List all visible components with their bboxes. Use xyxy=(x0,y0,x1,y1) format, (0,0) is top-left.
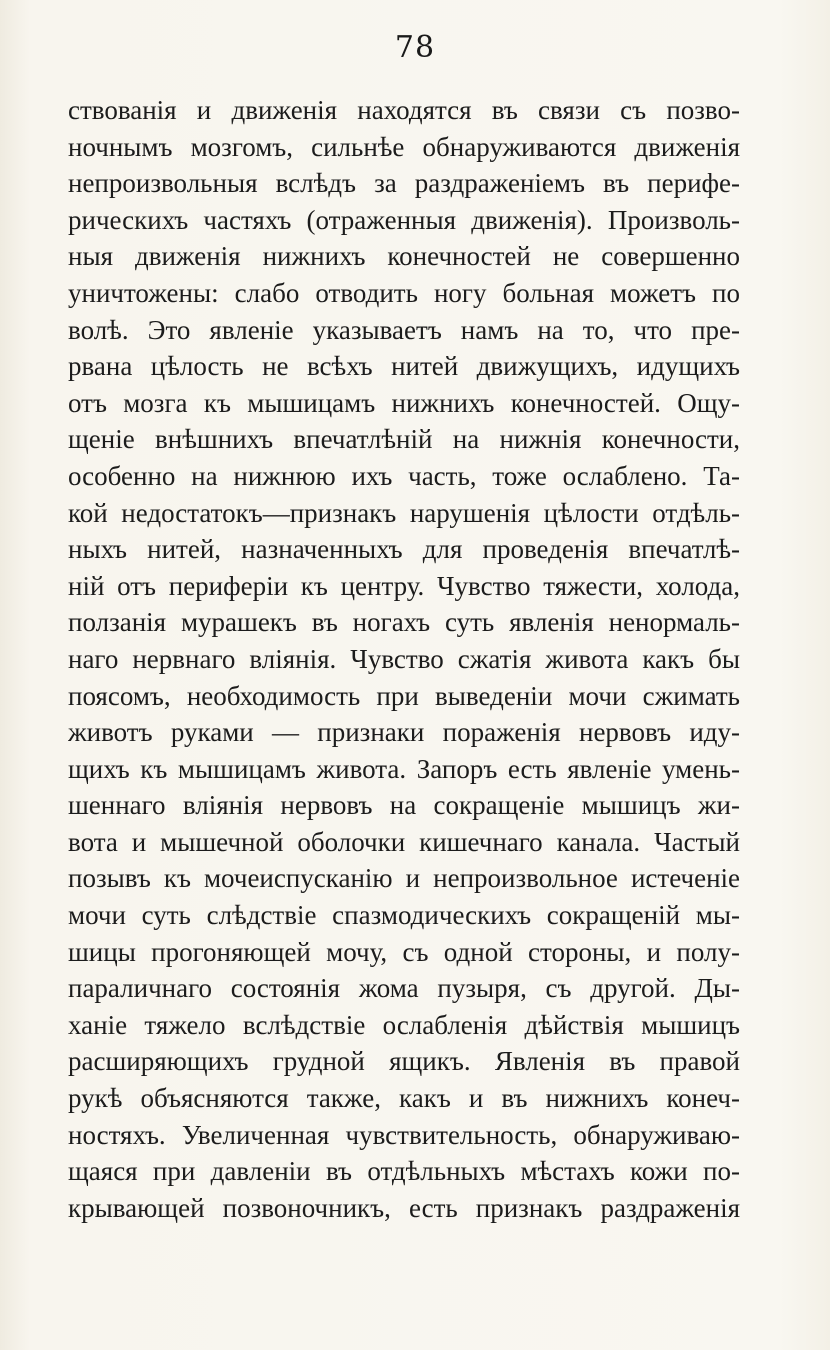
text-line: щаяся при давленіи въ отдѣльныхъ мѣстахъ кожи по- xyxy=(68,1156,740,1187)
text-line: наго нервнаго вліянія. Чувство сжатія живота какъ бы xyxy=(68,643,740,674)
text-line: волѣ. Это явленіе указываетъ намъ на то, что пре- xyxy=(68,314,740,345)
text-line: ныхъ нитей, назначенныхъ для проведенія впечатлѣ- xyxy=(68,534,740,565)
text-line: шеннаго вліянія нервовъ на сокращеніе мышицъ жи- xyxy=(68,790,740,821)
text-line: позывъ къ мочеиспусканію и непроизвольное истеченіе xyxy=(68,863,740,894)
text-line: ночнымъ мозгомъ, сильнѣе обнаруживаются движенія xyxy=(68,131,740,162)
text-line: рвана цѣлость не всѣхъ нитей движущихъ, идущихъ xyxy=(68,351,740,382)
text-line: параличнаго состоянія жома пузыря, съ другой. Ды- xyxy=(68,973,740,1004)
text-line: ствованія и движенія находятся въ связи съ позво- xyxy=(68,95,740,125)
text-line: расширяющихъ грудной ящикъ. Явленія въ правой xyxy=(68,1046,740,1077)
text-line: щихъ къ мышицамъ живота. Запоръ есть явленіе умень- xyxy=(68,753,740,784)
text-line: поясомъ, необходимость при выведеніи мочи сжимать xyxy=(68,680,740,711)
text-line: мочи суть слѣдствіе спазмодическихъ сокращеній мы- xyxy=(68,900,740,931)
text-line: ползанія мурашекъ въ ногахъ суть явленія ненормаль- xyxy=(68,607,740,638)
text-line: рическихъ частяхъ (отраженныя движенія). Произволь- xyxy=(68,204,740,235)
body-text xyxy=(68,92,740,1226)
text-line: особенно на нижнюю ихъ часть, тоже ослаблено. Та- xyxy=(68,460,740,491)
text-line: щеніе внѣшнихъ впечатлѣній на нижнія конечности, xyxy=(68,424,740,455)
text-line: ностяхъ. Увеличенная чувствительность, обнаруживаю- xyxy=(68,1119,740,1150)
text-line: кой недостатокъ—признакъ нарушенія цѣлости отдѣль- xyxy=(68,497,740,528)
text-line: крывающей позвоночникъ, есть признакъ раздраженія xyxy=(68,1192,740,1223)
text-line: уничтожены: слабо отводить ногу больная можетъ по xyxy=(68,277,740,308)
text-line: отъ мозга къ мышицамъ нижнихъ конечностей. Ощу- xyxy=(68,387,740,418)
text-line: ныя движенія нижнихъ конечностей не совершенно xyxy=(68,241,740,272)
text-line: ханіе тяжело вслѣдствіе ослабленія дѣйствія мышицъ xyxy=(68,1009,740,1040)
text-line: шицы прогоняющей мочу, съ одной стороны, и полу- xyxy=(68,936,740,967)
text-line: вота и мышечной оболочки кишечнаго канала. Частый xyxy=(68,826,740,857)
text-line: рукѣ объясняются также, какъ и въ нижнихъ конеч- xyxy=(68,1083,740,1114)
page-number: 78 xyxy=(394,30,436,65)
text-line: ній отъ периферіи къ центру. Чувство тяжести, холода, xyxy=(68,570,740,601)
text-line: непроизвольныя вслѣдъ за раздраженіемъ въ перифе- xyxy=(68,168,740,199)
text-line: животъ руками — признаки пораженія нервовъ иду- xyxy=(68,717,740,748)
